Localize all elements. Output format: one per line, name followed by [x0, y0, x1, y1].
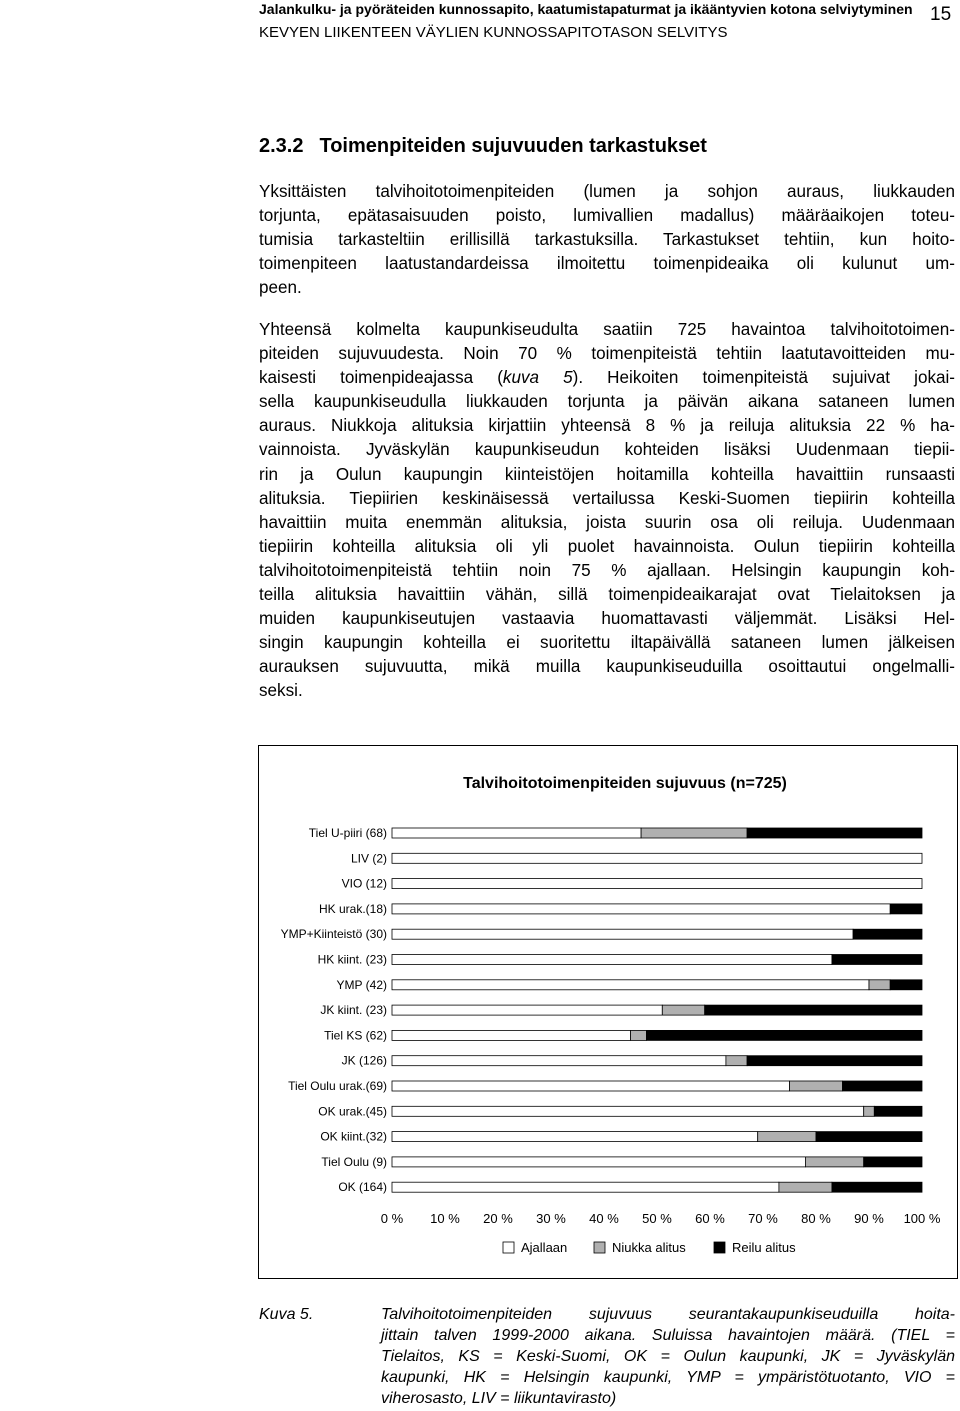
paragraph-line: talvihoitotoimenpiteistä tehtiin noin 75 % ajallaan. Helsingin kaupungin koh-	[259, 560, 955, 580]
bar-segment-niukka-alitus	[869, 980, 890, 990]
x-tick-label: 90 %	[854, 1211, 884, 1226]
figure-label: Kuva 5.	[259, 1306, 314, 1323]
bar-segment-niukka-alitus	[805, 1157, 863, 1167]
category-label: YMP+Kiinteistö (30)	[280, 927, 387, 942]
paragraph-line: auraus. Niukkoja alituksia kirjattiin yhteensä 8 % ja reiluja alituksia 22 % ha-	[259, 416, 955, 436]
bar-segment-reilu-alitus	[832, 955, 922, 965]
paragraph-line: kaisesti toimenpideajassa (kuva 5). Heikoiten toimenpiteistä sujuivat jokai-	[259, 368, 955, 388]
bar-segment-reilu-alitus	[832, 1182, 922, 1192]
bar-segment-niukka-alitus	[864, 1106, 875, 1116]
bar-segment-niukka-alitus	[790, 1081, 843, 1091]
paragraph-line: aurauksen sujuvuutta, mikä muilla kaupunkiseuduilla osoittautui ongelmalli-	[259, 657, 955, 677]
bar-segment-ajallaan	[392, 1132, 758, 1142]
bar-segment-reilu-alitus	[864, 1157, 922, 1167]
paragraph-results	[259, 318, 955, 704]
paragraph-line: rin ja Oulun kaupungin kiinteistöjen hoitamilla kohteilla havaittiin runsaasti	[259, 464, 955, 484]
bar-segment-ajallaan	[392, 1005, 662, 1015]
bar-segment-reilu-alitus	[747, 828, 922, 838]
paragraph-line: singin kaupungin kohteilla ei suoritettu iltapäivällä sataneen lumen jälkeisen	[259, 633, 955, 653]
bar-segment-ajallaan	[392, 1157, 805, 1167]
category-label: Tiel Oulu (9)	[321, 1154, 387, 1169]
bar-segment-niukka-alitus	[758, 1132, 816, 1142]
bar-segment-reilu-alitus	[890, 980, 922, 990]
bar-segment-niukka-alitus	[641, 828, 747, 838]
bar-segment-reilu-alitus	[646, 1030, 922, 1040]
bar-segment-ajallaan	[392, 853, 922, 863]
x-tick-label: 30 %	[536, 1211, 566, 1226]
caption-line: jittain talven 1999-2000 aikana. Suluissa havaintojen määrä. (TIEL =	[381, 1327, 955, 1344]
category-label: LIV (2)	[350, 851, 387, 866]
category-label: YMP (42)	[336, 977, 387, 992]
bar-segment-ajallaan	[392, 1081, 790, 1091]
paragraph-line: havaittiin muita enemmän alituksia, joista suurin osa oli reiluja. Uudenmaan	[259, 512, 955, 532]
figure-caption	[381, 1304, 955, 1409]
section-heading	[259, 133, 707, 159]
category-label: Tiel Oulu urak.(69)	[288, 1079, 387, 1093]
paragraph-line: peen.	[259, 278, 302, 298]
bar-segment-ajallaan	[392, 980, 869, 990]
bar-segment-ajallaan	[392, 1030, 631, 1040]
caption-line: Talvihoitotoimenpiteiden sujuvuus seurantakaupunkiseuduilla hoita-	[381, 1306, 955, 1323]
bar-segment-niukka-alitus	[631, 1030, 647, 1040]
x-tick-label: 40 %	[589, 1211, 619, 1226]
bar-segment-reilu-alitus	[843, 1081, 923, 1091]
legend-swatch	[594, 1242, 605, 1253]
section-title: Toimenpiteiden sujuvuuden tarkastukset	[319, 135, 707, 157]
x-tick-label: 60 %	[695, 1211, 725, 1226]
paragraph-intro	[259, 180, 955, 300]
category-label: Tiel U-piiri (68)	[308, 826, 387, 840]
bar-segment-reilu-alitus	[853, 929, 922, 939]
paragraph-line: Yhteensä kolmelta kaupunkiseudulta saatiin 725 havaintoa talvihoitotoimen-	[259, 320, 955, 339]
x-tick-label: 70 %	[748, 1211, 778, 1226]
bar-segment-ajallaan	[392, 1182, 779, 1192]
paragraph-line: teilla alituksia havaittiin vähän, sillä toimenpideaikarajat ovat Tielaitoksen ja	[259, 585, 955, 605]
running-header-title: Jalankulku- ja pyöräteiden kunnossapito, kaatumistapaturmat ja ikääntyvien kotona selviytyminen	[259, 1, 913, 17]
x-tick-label: 20 %	[483, 1211, 513, 1226]
x-tick-label: 10 %	[430, 1211, 460, 1226]
legend-label: Ajallaan	[521, 1240, 568, 1255]
bar-segment-reilu-alitus	[816, 1132, 922, 1142]
category-label: OK kiint.(32)	[320, 1129, 387, 1144]
bar-segment-reilu-alitus	[890, 904, 922, 914]
category-label: OK (164)	[338, 1180, 387, 1195]
bar-segment-ajallaan	[392, 929, 853, 939]
running-header-subtitle: KEVYEN LIIKENTEEN VÄYLIEN KUNNOSSAPITOTASON SELVITYS	[259, 24, 728, 41]
category-label: Tiel KS (62)	[324, 1028, 387, 1043]
bar-segment-reilu-alitus	[705, 1005, 922, 1015]
section-number: 2.3.2	[259, 135, 304, 157]
bar-segment-niukka-alitus	[779, 1182, 832, 1192]
paragraph-line: muiden kaupunkiseutujen vastaavia huomattavasti väljemmät. Lisäksi Hel-	[259, 609, 955, 629]
paragraph-line: torjunta, epätasaisuuden poisto, lumivallien madallus) määräaikojen toteu-	[259, 206, 955, 226]
paragraph-line: tiepiirin kohteilla alituksia oli yli puolet havainnoista. Oulun tiepiirin kohteilla	[259, 536, 955, 556]
bar-segment-reilu-alitus	[747, 1056, 922, 1066]
caption-line: kaupunki, HK = Helsingin kaupunki, YMP = ympäristötuotanto, VIO =	[381, 1369, 955, 1386]
bar-segment-ajallaan	[392, 955, 832, 965]
paragraph-line: Yksittäisten talvihoitotoimenpiteiden (lumen ja sohjon auraus, liukkauden	[259, 182, 955, 201]
paragraph-line: piteiden sujuvuudesta. Noin 70 % toimenpiteistä tehtiin laatutavoitteiden mu-	[259, 344, 955, 364]
chart-title: Talvihoitotoimenpiteiden sujuvuus (n=725)	[463, 775, 787, 792]
category-label: JK (126)	[341, 1053, 387, 1068]
paragraph-line: tumisia tarkasteltiin erillisillä tarkastuksilla. Tarkastukset tehtiin, kun hoito-	[259, 230, 955, 250]
category-label: HK kiint. (23)	[317, 952, 387, 967]
paragraph-line: toimenpiteen laatustandardeissa ilmoitettu toimenpideaika oli kulunut um-	[259, 254, 955, 274]
bar-segment-ajallaan	[392, 879, 922, 889]
category-label: JK kiint. (23)	[320, 1003, 387, 1018]
category-label: HK urak.(18)	[318, 901, 387, 916]
bar-segment-ajallaan	[392, 904, 890, 914]
paragraph-line: seksi.	[259, 681, 303, 701]
x-tick-label: 0 %	[380, 1211, 404, 1226]
paragraph-line: vainnoista. Jyväskylän kaupunkiseudun kohteiden lisäksi Uudenmaan tiepii-	[259, 440, 955, 460]
paragraph-line: sella kaupunkiseudulla liukkauden torjunta ja päivän aikana sataneen lumen	[259, 392, 955, 412]
bar-segment-niukka-alitus	[726, 1056, 747, 1066]
page-number: 15	[930, 4, 952, 25]
legend-swatch	[503, 1242, 514, 1253]
caption-line: viherosasto, LIV = liikuntavirasto)	[381, 1390, 617, 1407]
paragraph-line: alituksia. Tiepiirien keskinäisessä vertailussa Keski-Suomen tiepiirin kohteilla	[259, 488, 955, 508]
stacked-bar-chart	[259, 746, 957, 1278]
bar-segment-ajallaan	[392, 828, 641, 838]
legend-swatch	[714, 1242, 725, 1253]
bar-segment-reilu-alitus	[874, 1106, 922, 1116]
bar-segment-ajallaan	[392, 1106, 864, 1116]
caption-line: Tielaitos, KS = Keski-Suomi, OK = Oulun kaupunki, JK = Jyväskylän	[381, 1348, 955, 1365]
legend-label: Niukka alitus	[612, 1240, 686, 1255]
legend-label: Reilu alitus	[732, 1240, 796, 1255]
x-tick-label: 100 %	[903, 1211, 941, 1226]
bar-segment-ajallaan	[392, 1056, 726, 1066]
chart-frame	[258, 745, 958, 1279]
x-tick-label: 50 %	[642, 1211, 672, 1226]
x-tick-label: 80 %	[801, 1211, 831, 1226]
category-label: OK urak.(45)	[318, 1104, 387, 1119]
category-label: VIO (12)	[341, 876, 387, 891]
bar-segment-niukka-alitus	[662, 1005, 704, 1015]
